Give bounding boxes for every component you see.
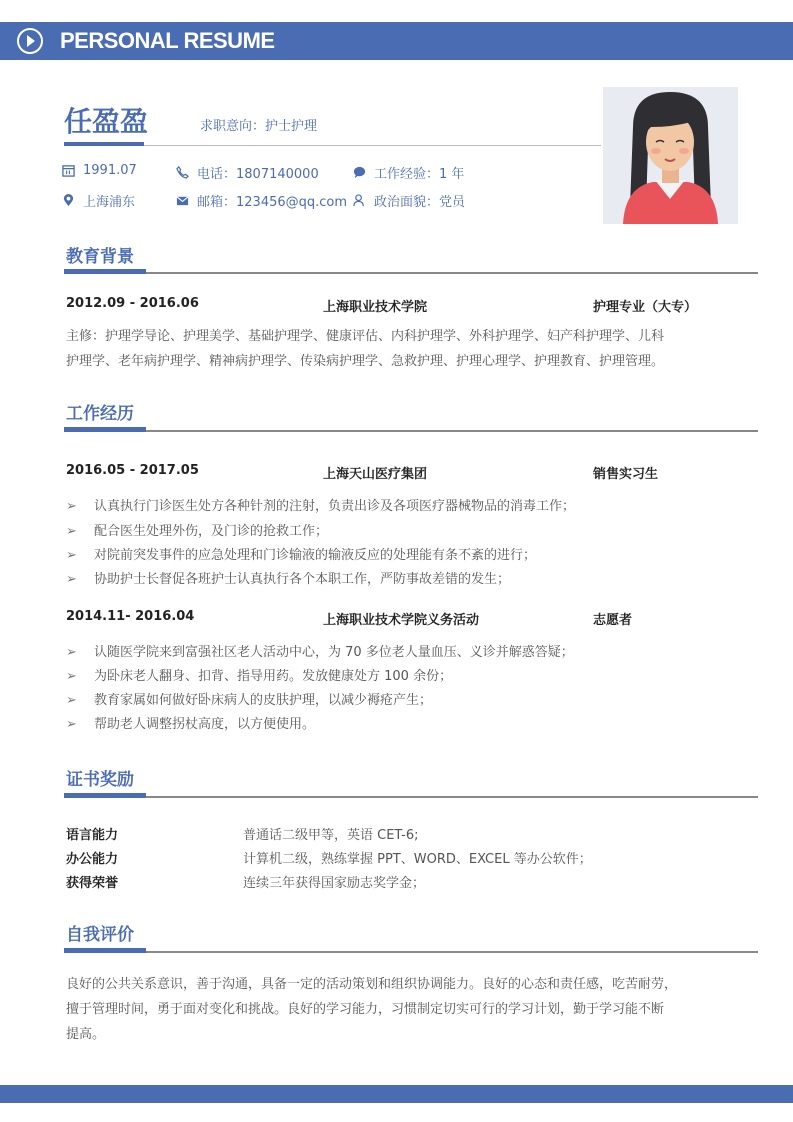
education-courses (66, 324, 756, 374)
duty-text: 配合医生处理外伤，及门诊的抢救工作； (94, 524, 329, 539)
eval-line: 良好的公共关系意识，善于沟通，具备一定的活动策划和组织协调能力。良好的心态和责任感，吃苦耐劳， (66, 977, 678, 992)
job-role: 销售实习生 (593, 467, 659, 482)
job-duty (66, 495, 575, 514)
job-intent: 求职意向：护士护理 (200, 119, 318, 134)
eval-line: 提高。 (66, 1027, 106, 1042)
calendar-icon (62, 164, 75, 177)
arrow-bullet-icon: ➢ (66, 524, 77, 539)
avatar (603, 87, 738, 224)
job-period: 2014.11- 2016.04 (66, 609, 195, 624)
job-duty (66, 520, 328, 539)
duty-text: 认真执行门诊医生处方各种针剂的注射，负责出诊及各项医疗器械物品的消毒工作； (94, 499, 576, 514)
certificates-title: 证书奖励 (66, 770, 134, 790)
arrow-bullet-icon: ➢ (66, 572, 77, 587)
footer-bar (0, 1085, 793, 1103)
education-title: 教育背景 (66, 247, 134, 267)
cert-value: 普通话二级甲等，英语 CET-6; (243, 828, 419, 843)
section-rule (64, 796, 758, 798)
avatar-illustration (603, 87, 738, 224)
cert-value: 连续三年获得国家励志奖学金； (243, 876, 426, 891)
section-accent (64, 793, 146, 798)
arrow-bullet-icon: ➢ (66, 669, 77, 684)
politics-value: 政治面貌：党员 (374, 195, 466, 210)
job-duty (66, 665, 452, 684)
section-rule (64, 951, 758, 953)
mail-icon (176, 194, 189, 207)
job-duty (66, 689, 432, 708)
duty-text: 帮助老人调整拐杖高度，以方便使用。 (94, 717, 316, 732)
education-major: 护理专业（大专） (593, 300, 698, 315)
experience-info (353, 163, 464, 182)
job-org: 上海天山医疗集团 (323, 467, 428, 482)
arrow-bullet-icon: ➢ (66, 717, 77, 732)
duty-text: 教育家属如何做好卧床病人的皮肤护理，以减少褥疮产生； (94, 693, 433, 708)
cert-key: 办公能力 (66, 852, 119, 867)
section-accent (64, 948, 146, 953)
job-duty (66, 544, 536, 563)
header-bar (0, 22, 793, 60)
job-org: 上海职业技术学院义务活动 (323, 613, 480, 628)
duty-text: 为卧床老人翻身、扣背、指导用药。发放健康处方 100 余份； (94, 669, 453, 684)
work-title: 工作经历 (66, 404, 134, 424)
section-accent (64, 269, 146, 274)
cert-key: 获得荣誉 (66, 876, 119, 891)
email-value: 邮箱：123456@qq.com (197, 195, 348, 210)
birth-value: 1991.07 (83, 163, 137, 178)
politics-info (353, 191, 465, 210)
phone-value: 电话：1807140000 (197, 167, 319, 182)
arrow-bullet-icon: ➢ (66, 693, 77, 708)
arrow-bullet-icon: ➢ (66, 499, 77, 514)
job-duty (66, 641, 574, 660)
courses-line: 主修：护理学导论、护理美学、基础护理学、健康评估、内科护理学、外科护理学、妇产科护理学、儿科 (66, 329, 665, 344)
job-role: 志愿者 (593, 613, 633, 628)
person-name: 任盈盈 (64, 105, 149, 138)
duty-text: 对院前突发事件的应急处理和门诊输液的输液反应的处理能有条不紊的进行； (94, 548, 537, 563)
section-rule (64, 272, 758, 274)
cert-value: 计算机二级，熟练掌握 PPT、WORD、EXCEL 等办公软件； (243, 852, 592, 867)
job-duty (66, 713, 315, 732)
name-accent (64, 142, 144, 146)
location-value: 上海浦东 (83, 195, 136, 210)
divider (64, 145, 601, 146)
play-icon (17, 28, 43, 54)
job-period: 2016.05 - 2017.05 (66, 463, 199, 478)
cert-key: 语言能力 (66, 828, 119, 843)
courses-line: 护理学、老年病护理学、精神病护理学、传染病护理学、急救护理、护理心理学、护理教育、护理管理。 (66, 354, 665, 369)
eval-line: 擅于管理时间，勇于面对变化和挑战。良好的学习能力，习惯制定切实可行的学习计划，勤于学习能不断 (66, 1002, 665, 1017)
phone-icon (176, 166, 189, 179)
location-info (62, 191, 135, 210)
experience-value: 工作经验：1 年 (374, 167, 465, 182)
email-info (176, 191, 347, 210)
education-period: 2012.09 - 2016.06 (66, 296, 199, 311)
arrow-bullet-icon: ➢ (66, 548, 77, 563)
phone-info (176, 163, 319, 182)
duty-text: 认随医学院来到富强社区老人活动中心，为 70 多位老人量血压、义诊并解惑答疑； (94, 645, 574, 660)
chat-icon (353, 166, 366, 179)
location-icon (62, 194, 75, 207)
resume-title: PERSONAL RESUME (60, 28, 275, 53)
duty-text: 协助护士长督促各班护士认真执行各个本职工作，严防事故差错的发生； (94, 572, 511, 587)
education-school: 上海职业技术学院 (323, 300, 428, 315)
arrow-bullet-icon: ➢ (66, 645, 77, 660)
self-eval-title: 自我评价 (66, 925, 134, 945)
job-duty (66, 568, 510, 587)
section-accent (64, 427, 146, 432)
self-eval-text (66, 972, 756, 1047)
birth-info (62, 163, 137, 178)
person-icon (353, 194, 366, 207)
section-rule (64, 430, 758, 432)
